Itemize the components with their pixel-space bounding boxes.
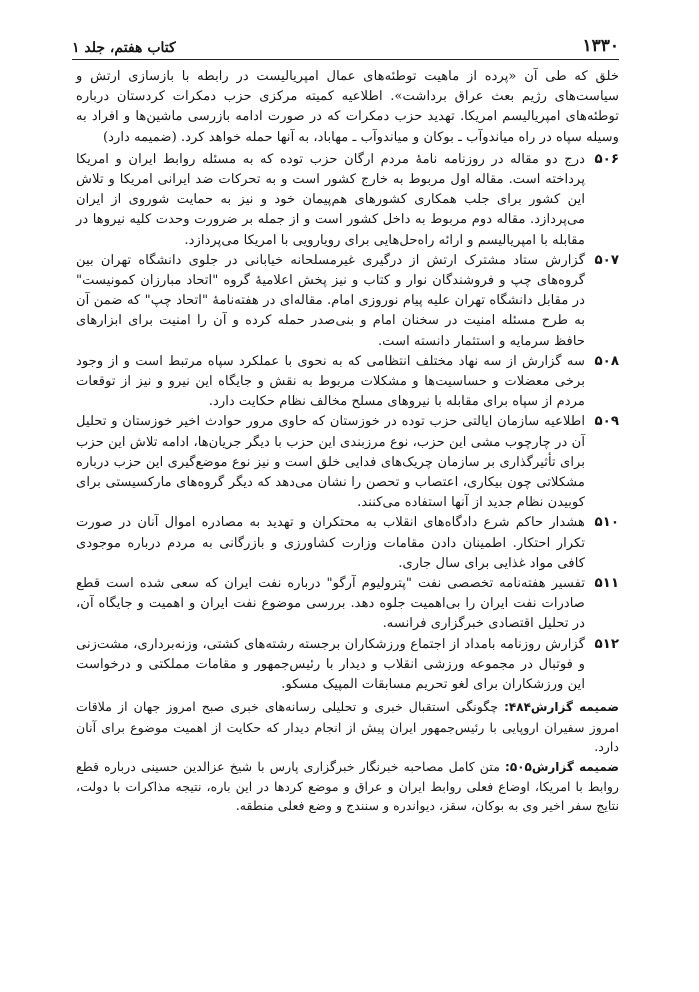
appendix-text: چگونگی استقبال خبری و تحلیلی رسانه‌های خبری صبح امروز جهان از ملاقات امروز سفیران اروپایی با رئیس‌جمهور ایران پیش از انجام دیدار که حکایت از اهمیت موضوع برای آنان دارد. (76, 699, 619, 755)
header-rule (72, 59, 619, 60)
running-header (72, 32, 619, 56)
entry-number: ۵۱۲ (594, 636, 619, 652)
entries-list (76, 150, 619, 695)
entry-text: گزارش روزنامه بامداد از اجتماع ورزشکاران برجسته رشته‌های کشتی، وزنه‌برداری، مشت‌زنی و فوتبال در مجموعه ورزشی انقلاب و دیدار با رئیس‌جمهور و مقامات مملکتی و درخواست این ورزشکاران برای لغو تحریم مسابقات المپیک مسکو. (76, 636, 585, 693)
page-number: ۱۳۳۰ (582, 36, 619, 56)
report-entry (76, 574, 619, 635)
report-entry (76, 352, 619, 413)
entry-text: سه گزارش از سه نهاد مختلف انتظامی که به نحوی با عملکرد سپاه مرتبط است و از وجود برخی معضلات و حساسیت‌ها و مشکلات مربوط به نقش و جایگاه این نیرو و نیز از توقعات مردم از سپاه برای مقابله با نیروهای مسلح مخالف نظام حکایت دارد. (76, 353, 585, 410)
entry-text: اطلاعیه سازمان ایالتی حزب توده در خوزستان که حاوی مرور حوادث اخیر خوزستان و تحلیل آن در چارچوب مشی این حزب، نوع مرزبندی این حزب با دیگر جریان‌ها، ادامه تلاش این حزب برای تأثیرگذاری بر سازمان چریک‌های فدایی خلق است و نیز نوع موضع‌گیری این حزب درباره مشکلاتی چون بیکاری، اعتصاب و تحصن را نشان می‌دهد که دیگر گروه‌های مارکسیستی برای کوبیدن نظام جدید از آنها استفاده می‌کنند. (76, 414, 585, 511)
entry-number: ۵۰۶ (594, 151, 619, 167)
appendix-list (76, 697, 619, 815)
entry-number: ۵۰۹ (594, 414, 619, 430)
entry-number: ۵۱۰ (594, 515, 619, 531)
entry-text: هشدار حاکم شرع دادگاه‌های انقلاب به محتکران و تهدید به مصادره اموال آنان در صورت تکرار احتکار. اطمینان دادن مقامات وزارت کشاورزی و بازرگانی به مردم درباره موجودی کافی مواد غذایی برای سال جاری. (76, 515, 585, 571)
appendix-text: متن کامل مصاحبه خبرنگار خبرگزاری پارس با شیخ عزالدین حسینی درباره قطع روابط با امریکا، اوضاع فعلی روابط ایران و عراق و موضع کردها در این باره، نتیجه مذاکرات با دولت، نتایج سفر اخیر وی به بوکان، سقز، دیواندره و سنندج و وضع فعلی منطقه. (76, 758, 619, 814)
entry-text: گزارش ستاد مشترک ارتش از درگیری غیرمسلحانه خیابانی در جلوی دانشگاه تهران بین گروه‌های چپ و فروشندگان نوار و کتاب و نیز پخش اعلامیهٔ گروه "اتحاد مبارزان کمونیست" در مقابل دانشگاه تهران علیه پیام نوروزی امام. مقاله‌ای در هفته‌نامهٔ "اتحاد چپ" که ضمن آن به طرح مسئله امنیت در سخنان امام و بنی‌صدر حمله کرده و آن را امنیت برای ابزارهای حافظ سرمایه و استثمار دانسته است. (76, 252, 585, 349)
entry-number: ۵۰۸ (594, 353, 619, 369)
document-body (76, 67, 619, 816)
report-entry (76, 635, 619, 696)
appendix-label: ضمیمه گزارش۴۸۴: (504, 700, 620, 715)
report-entry (76, 251, 619, 352)
appendix-item (76, 697, 619, 756)
report-entry (76, 150, 619, 251)
appendix-label: ضمیمه گزارش۵۰۵: (505, 759, 619, 774)
appendix-item (76, 757, 619, 816)
entry-number: ۵۱۱ (594, 576, 619, 592)
book-title: کتاب هفتم، جلد ۱ (72, 40, 176, 56)
report-entry (76, 412, 619, 513)
entry-text: تفسیر هفته‌نامه تخصصی نفت "پترولیوم آرگو" درباره نفت ایران که سعی شده است قطع صادرات نفت ایران را بی‌اهمیت جلوه دهد. بررسی موضوع نفت ایران و اهمیت و جایگاه آن، در تحلیل اقتصادی خبرگزاری فرانسه. (76, 576, 585, 632)
entry-text: درج دو مقاله در روزنامه نامهٔ مردم ارگان حزب توده که به مسئله روابط ایران و امریکا پرداخته است. مقاله اول مربوط به خارج کشور است و به تحرکات ضد ایرانی امریکا و تلاش این کشور برای جلب همکاری کشورهای هم‌پیمان خود و نیز به حمایت شوروی از ایران می‌پردازد. مقاله دوم مربوط به داخل کشور است و از جمله بر ضرورت وحدت کلیه نیروها در مقابله با امپریالیسم و ارائه راه‌حل‌هایی برای رویارویی با امریکا می‌پردازد. (76, 151, 585, 248)
intro-paragraph: خلق که طی آن «پرده از ماهیت توطئه‌های عمال امپریالیست در رابطه با بازسازی ارتش و سیاست‌های رژیم بعث عراق برداشت». اطلاعیه کمیته مرکزی حزب دمکرات کردستان درباره توطئه‌های امپریالیسم امریکا. تهدید حزب دمکرات که در صورت ادامه بازرسی ماشین‌ها و افراد به وسیله سپاه در راه میاندوآب ـ بوکان و میاندوآب ـ مهاباد، به آنها حمله خواهد کرد. (ضمیمه دارد) (76, 69, 619, 145)
entry-number: ۵۰۷ (594, 252, 619, 268)
report-entry (76, 513, 619, 574)
